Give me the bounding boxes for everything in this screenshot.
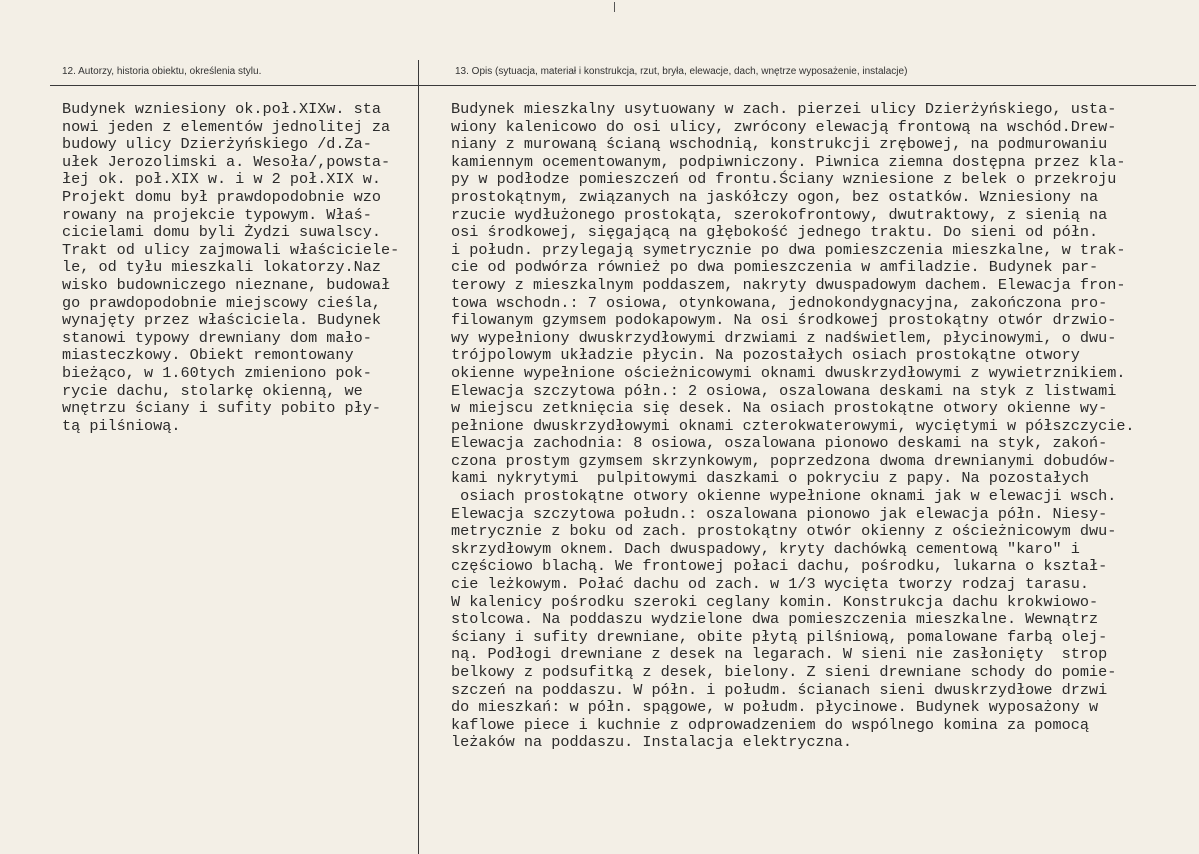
text-line: ną. Podłogi drewniane z desek na legarach. W sieni nie zasłonięty strop xyxy=(451,645,1108,664)
text-line: nowi jeden z elementów jednolitej za xyxy=(62,117,391,136)
text-line: tą pilśniową. xyxy=(62,416,181,435)
text-line: Elewacja zachodnia: 8 osiowa, oszalowana pionowo deskami na styk, zakoń- xyxy=(451,434,1108,453)
text-line: bieżąco, w 1.60tych zmieniono pok- xyxy=(62,363,372,382)
text-line: rzucie wydłużonego prostokąta, szerokofrontowy, dwutraktowy, z sienią na xyxy=(451,205,1108,224)
text-line: le, od tyłu mieszkali lokatorzy.Naz xyxy=(62,258,381,277)
text-line: towa wschodn.: 7 osiowa, otynkowana, jednokondygnacyjna, zakończona pro- xyxy=(451,293,1108,312)
text-line: ściany i sufity drewniane, obite płytą pilśniową, pomalowane farbą olej- xyxy=(451,627,1108,646)
top-tick-mark xyxy=(614,2,615,12)
text-line: rowany na projekcie typowym. Właś- xyxy=(62,205,372,224)
text-line: terowy z mieszkalnym poddaszem, nakryty dwuspadowym dachem. Elewacja fron- xyxy=(451,275,1126,294)
text-line: stolcowa. Na poddaszu wydzielone dwa pomieszczenia mieszkalne. Wewnątrz xyxy=(451,610,1099,629)
text-line: filowanym gzymsem podokapowym. Na osi środkowej prostokątny otwór drzwio- xyxy=(451,311,1117,330)
text-line: do mieszkań: w półn. spągowe, w połudm. płycinowe. Budynek wyposażony w xyxy=(451,698,1099,717)
section-13-heading: 13. Opis (sytuacja, materiał i konstrukcja, rzut, bryła, elewacje, dach, wnętrze wyposażenie, instalacje) xyxy=(455,66,908,77)
text-line: budowy ulicy Dzierżyńskiego /d.Za- xyxy=(62,135,372,154)
horizontal-rule xyxy=(50,85,1196,86)
text-line: rycie dachu, stolarkę okienną, we xyxy=(62,381,363,400)
text-line: trójpolowym układzie płycin. Na pozostałych osiach prostokątne otwory xyxy=(451,346,1080,365)
text-line: belkowy z podsufitką z desek, bielony. Z sieni drewniane schody do pomie- xyxy=(451,663,1117,681)
text-line: wiony kalenicowo do osi ulicy, zwrócony elewacją frontową na wschód.Drew- xyxy=(451,117,1117,136)
text-line: łej ok. poł.XIX w. i w 2 poł.XIX w. xyxy=(62,170,381,189)
text-line: w miejscu zetknięcia się desek. Na osiach prostokątne otwory okienne wy- xyxy=(451,399,1108,418)
text-line: leżaków na poddaszu. Instalacja elektryczna. xyxy=(451,733,853,752)
text-line: cie od podwórza również po dwa pomieszczenia w amfiladzie. Budynek par- xyxy=(451,258,1099,277)
text-line: W kalenicy pośrodku szeroki ceglany komin. Konstrukcja dachu krokwiowo- xyxy=(451,592,1099,611)
text-line: wisko budowniczego nieznane, budował xyxy=(62,275,391,294)
text-line: wy wypełniony dwuskrzydłowymi drzwiami z nadświetlem, płycinowymi, o dwu- xyxy=(451,328,1117,347)
text-line: kami nykrytymi pulpitowymi daszkami o pokryciu z papy. Na pozostałych xyxy=(451,469,1089,488)
text-line: i połudn. przylegają symetrycznie po dwa pomieszczenia mieszkalne, w trak- xyxy=(451,240,1126,259)
text-line: miasteczkowy. Obiekt remontowany xyxy=(62,346,354,365)
text-line: czona prostym gzymsem skrzynkowym, poprzedzona dwoma drewnianymi dobudów- xyxy=(451,451,1117,470)
text-line: częściowo blachą. We frontowej połaci dachu, pośrodku, lukarna o kształ- xyxy=(451,557,1108,576)
text-line: Elewacja szczytowa półn.: 2 osiowa, oszalowana deskami na styk z listwami xyxy=(451,381,1117,400)
text-line: go prawdopodobnie miejscowy cieśla, xyxy=(62,293,381,312)
text-line: ułek Jerozolimski a. Wesoła/,powsta- xyxy=(62,152,391,171)
text-line: Elewacja szczytowa połudn.: oszalowana pionowo jak elewacja półn. Niesy- xyxy=(451,504,1108,523)
text-line: metrycznie z boku od zach. prostokątny otwór okienny z ościeżnicowym dwu- xyxy=(451,522,1117,541)
text-line: py w podłodze pomieszczeń od frontu.Ściany wzniesione z belek o przekroju xyxy=(451,170,1117,189)
text-line: prostokątnym, związanych na jaskółczy ogon, bez ostatków. Wzniesiony na xyxy=(451,187,1099,206)
text-line: Trakt od ulicy zajmowali właściciele- xyxy=(62,240,400,259)
text-line: Budynek mieszkalny usytuowany w zach. pierzei ulicy Dzierżyńskiego, usta- xyxy=(451,100,1117,118)
text-line: skrzydłowym oknem. Dach dwuspadowy, kryty dachówką cementową "karo" i xyxy=(451,539,1080,558)
section-13-text xyxy=(451,101,1195,752)
text-line: wynajęty przez właściciela. Budynek xyxy=(62,311,381,330)
text-line: stanowi typowy drewniany dom mało- xyxy=(62,328,372,347)
text-line: Projekt domu był prawdopodobnie wzo xyxy=(62,187,381,206)
text-line: kamiennym ocementowanym, podpiwniczony. Piwnica ziemna dostępna przez kla- xyxy=(451,152,1126,171)
text-line: szczeń na poddaszu. W półn. i połudm. ścianach sieni dwuskrzydłowe drzwi xyxy=(451,680,1108,699)
text-line: okienne wypełnione ościeżnicowymi oknami dwuskrzydłowymi z wywietrznikiem. xyxy=(451,363,1126,382)
text-line: cicielami domu byli Żydzi suwalscy. xyxy=(62,223,381,242)
text-line: wnętrzu ściany i sufity pobito pły- xyxy=(62,399,381,418)
section-12-heading: 12. Autorzy, historia obiektu, określenia stylu. xyxy=(62,66,262,77)
text-line: niany z murowaną ścianą wschodnią, konstrukcji zrębowej, na podmurowaniu xyxy=(451,135,1108,154)
section-12-text xyxy=(62,101,418,435)
column-divider xyxy=(418,60,419,854)
text-line: osi środkowej, sięgającą na głębokość jednego traktu. Do sieni od półn. xyxy=(451,223,1099,242)
text-line: cie leżkowym. Połać dachu od zach. w 1/3 wycięta tworzy rodzaj tarasu. xyxy=(451,575,1089,594)
text-line: osiach prostokątne otwory okienne wypełnione oknami jak w elewacji wsch. xyxy=(451,487,1117,506)
text-line: kaflowe piece i kuchnie z odprowadzeniem do wspólnego komina za pomocą xyxy=(451,715,1089,734)
text-line: pełnione dwuskrzydłowymi oknami czterokwaterowymi, wyciętymi w półszczycie. xyxy=(451,416,1135,435)
text-line: Budynek wzniesiony ok.poł.XIXw. sta xyxy=(62,100,381,118)
